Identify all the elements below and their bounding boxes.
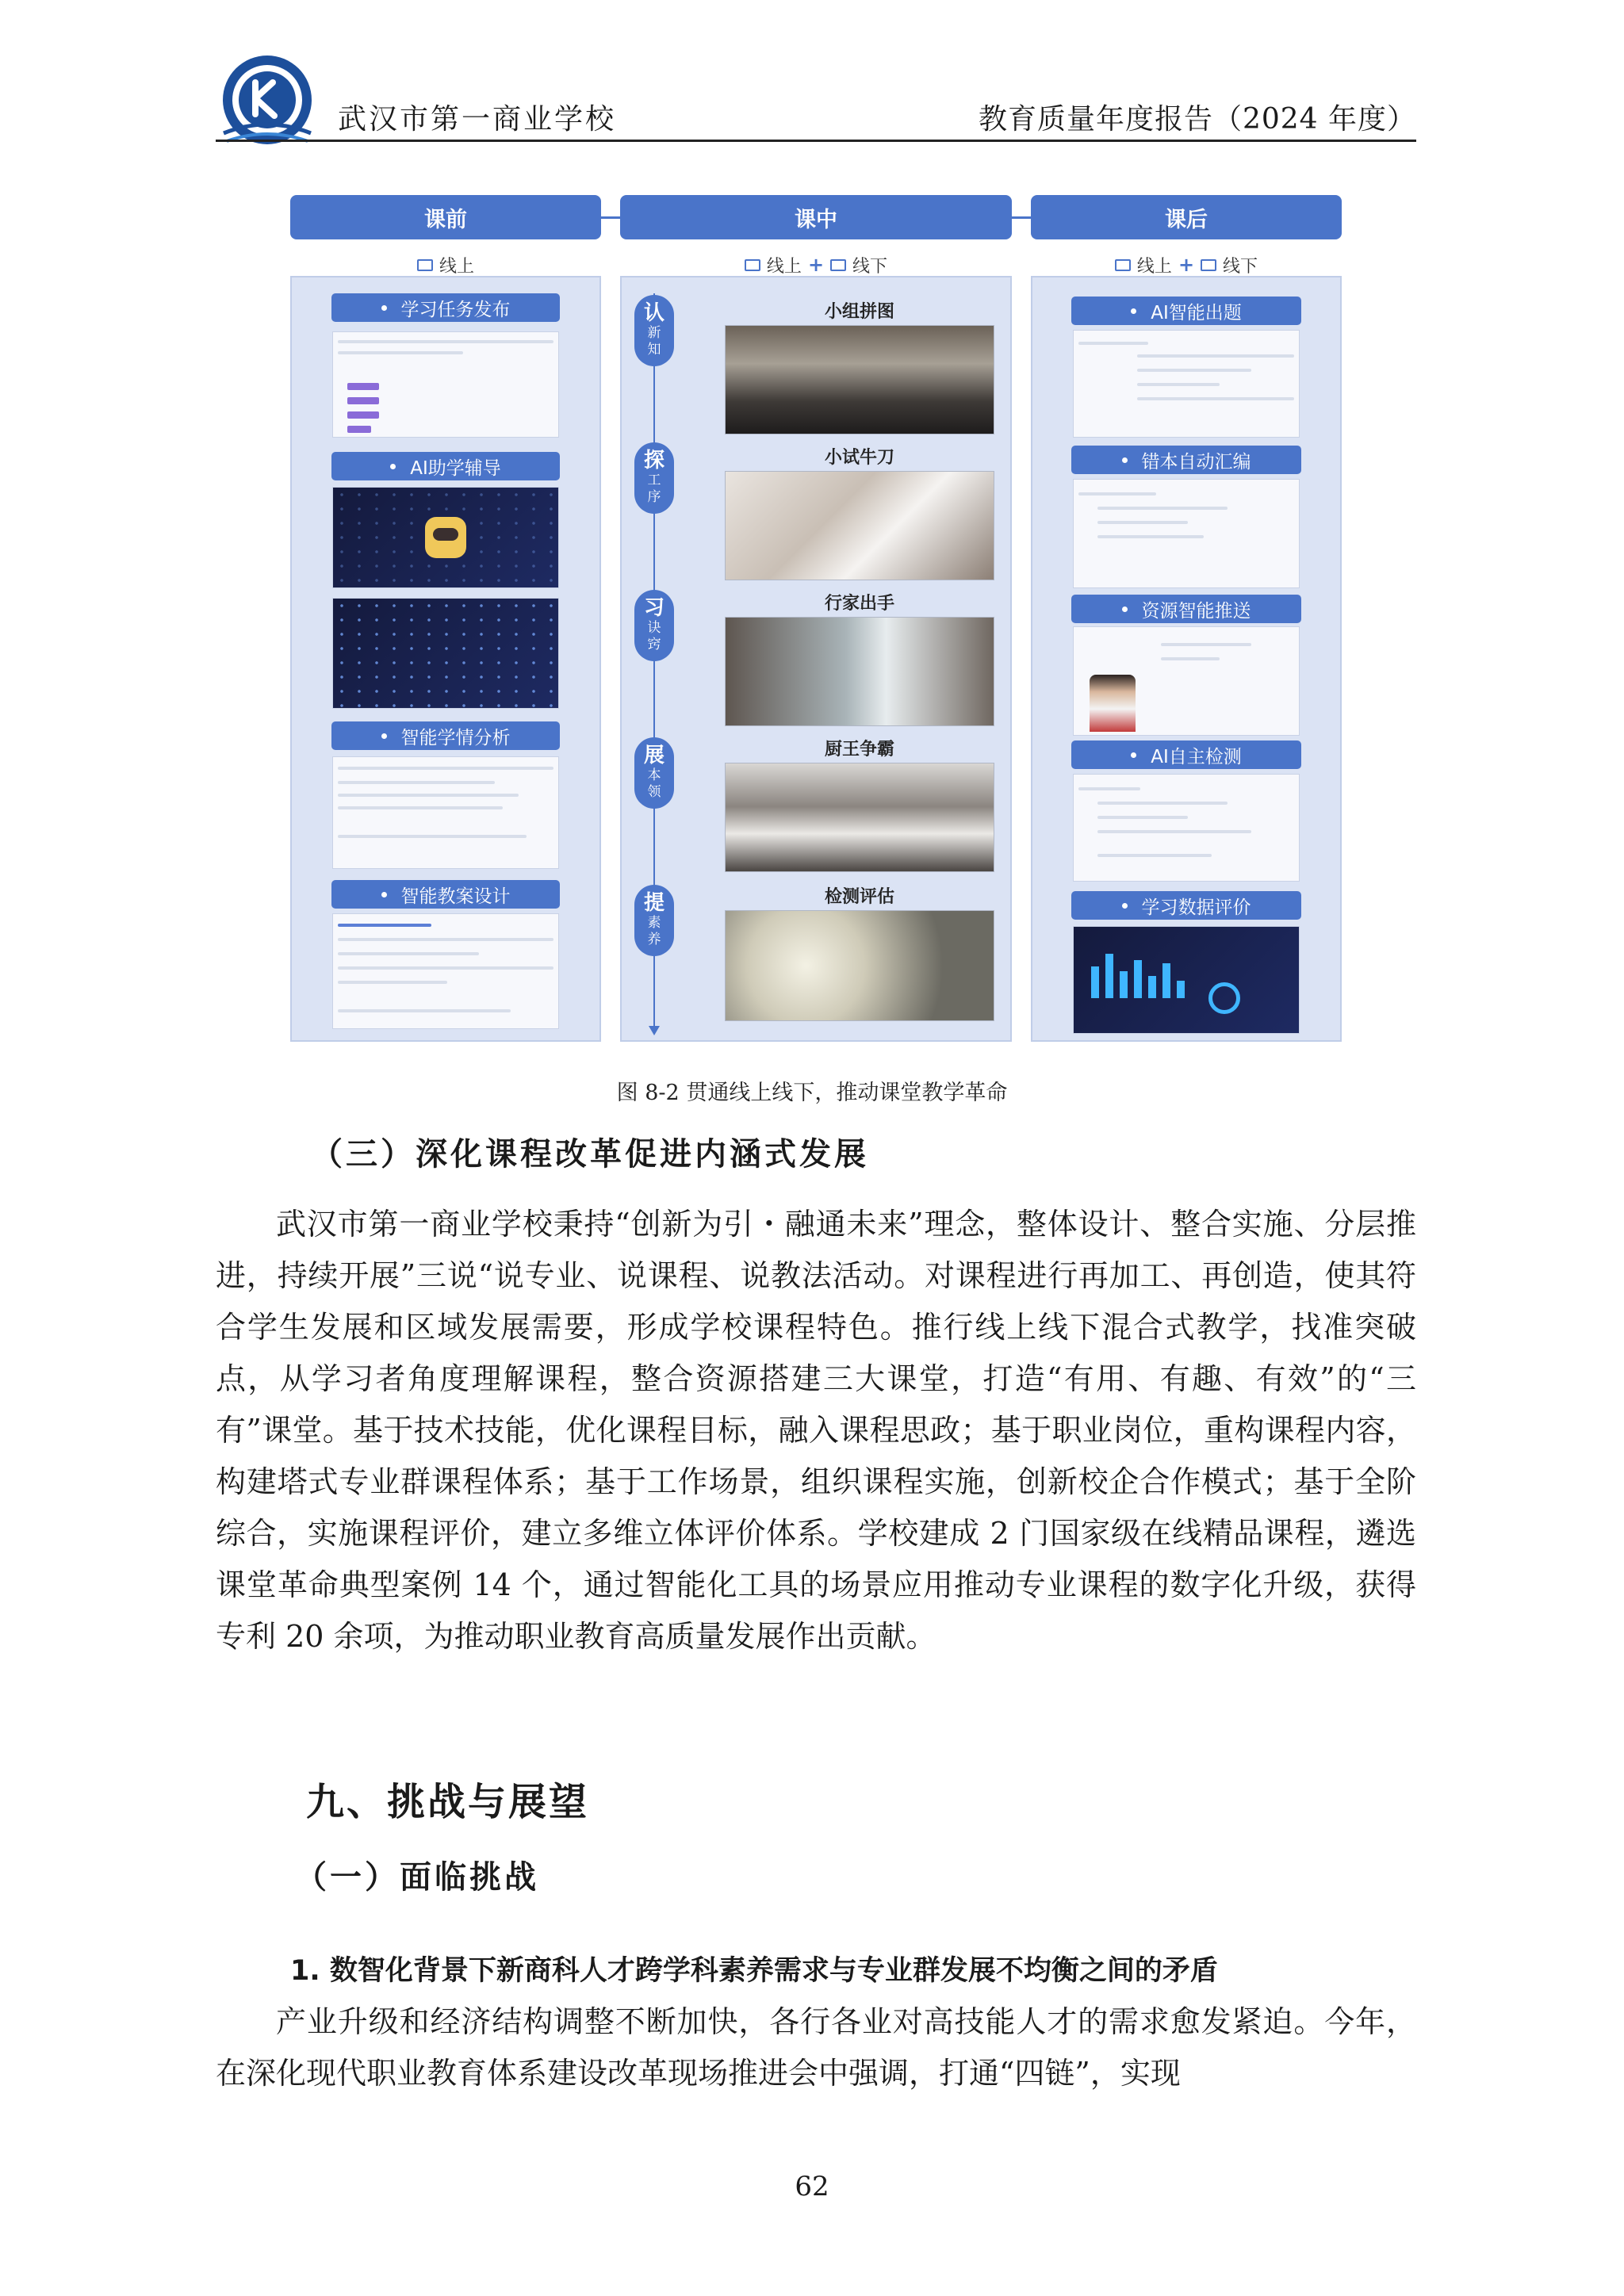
school-emblem-icon <box>216 51 319 154</box>
header-divider <box>216 140 1416 142</box>
page-number: 62 <box>795 2171 829 2202</box>
error-book-screenshot <box>1073 479 1300 588</box>
activity-title: 行家出手 <box>824 594 894 614</box>
column-header-before-class: 课前 <box>290 195 601 239</box>
self-test-screenshot <box>1073 774 1300 882</box>
app-screenshot <box>332 331 559 438</box>
knowledge-graph-screenshot <box>332 598 559 709</box>
teaching-flow-figure <box>290 195 1342 1043</box>
chapter-heading: 九、挑战与展望 <box>306 1780 590 1824</box>
arrow-down-icon <box>649 1026 660 1035</box>
mode-during <box>620 251 1012 279</box>
step-badge: 提 素 养 <box>634 885 674 956</box>
classroom-photo <box>725 763 994 872</box>
activity-title: 厨王争霸 <box>824 740 894 760</box>
monitor-icon <box>745 259 760 271</box>
analysis-screenshot <box>332 756 559 869</box>
mode-offline-label: 线下 <box>1223 256 1258 277</box>
plus-icon: + <box>1178 254 1195 276</box>
mode-online-label: 线上 <box>1136 256 1172 277</box>
item-label: 智能学情分析 <box>331 721 560 750</box>
item-label: 资源智能推送 <box>1071 595 1301 623</box>
classroom-photo <box>725 617 994 726</box>
panel-before-class <box>290 276 601 1042</box>
item-label: 智能教案设计 <box>331 880 560 909</box>
step-badge: 习 诀 窍 <box>634 590 674 661</box>
column-header-after-class: 课后 <box>1031 195 1342 239</box>
section-paragraph <box>216 1199 1416 1663</box>
activity-title: 检测评估 <box>824 887 894 907</box>
item-label: AI智能出题 <box>1071 297 1301 325</box>
classroom-photo <box>725 910 994 1021</box>
paragraph-text: 产业升级和经济结构调整不断加快，各行各业对高技能人才的需求愈发紧迫。今年，在深化现代职业教育体系建设改革现场推进会中强调，打通“四链”，实现 <box>216 2004 1416 2091</box>
resource-push-screenshot <box>1073 626 1300 736</box>
lesson-plan-screenshot <box>332 913 559 1029</box>
panel-in-class <box>620 276 1012 1042</box>
mode-online-label: 线上 <box>439 256 474 277</box>
item-heading: 1. 数智化背景下新商科人才跨学科素养需求与专业群发展不均衡之间的矛盾 <box>290 1955 1218 1987</box>
classroom-icon <box>830 259 846 271</box>
item-label: 学习任务发布 <box>331 293 560 322</box>
step-badge: 认 新 知 <box>634 295 674 366</box>
header-connector <box>601 216 620 219</box>
mode-before <box>290 251 601 279</box>
item-label: 错本自动汇编 <box>1071 446 1301 474</box>
subsection-heading: （一）面临挑战 <box>295 1859 539 1896</box>
step-badge: 展 本 领 <box>634 737 674 809</box>
mode-offline-label: 线下 <box>852 256 888 277</box>
figure-caption: 图 8-2 贯通线上线下，推动课堂教学革命 <box>616 1081 1008 1105</box>
school-name: 武汉市第一商业学校 <box>338 103 617 136</box>
report-title: 教育质量年度报告（2024 年度） <box>978 103 1416 136</box>
mode-online-label: 线上 <box>766 256 802 277</box>
classroom-icon <box>1201 259 1216 271</box>
paragraph-text: 武汉市第一商业学校秉持“创新为引・融通未来”理念，整体设计、整合实施、分层推进，持续开展”三说“说专业、说课程、说教法活动。对课程进行再加工、再创造，使其符合学生发展和区域发展需要，形成学校课程特色。推行线上线下混合式教学，找准突破点，从学习者角度理解课程，整合资源搭建三大课堂，打造“有用、有趣、有效”的“三有”课堂。基于技术技能，优化课程目标，融入课程思政；基于职业岗位，重构课程内容，构建塔式专业群课程体系；基于工作场景，组织课程实施，创新校企合作模式；基于全阶综合，实施课程评价，建立多维立体评价体系。学校建成 2 门国家级在线精品课程，遴选课堂革命典型案例 14 个，通过智能化工具的场景应用推动专业课程的数字化升级，获得专利 20 余项，为推动职业教育高质量发展作出贡献。 <box>216 1207 1416 1654</box>
panel-after-class <box>1031 276 1342 1042</box>
question-gen-screenshot <box>1073 330 1300 438</box>
mode-after <box>1031 251 1342 279</box>
plus-icon: + <box>807 254 825 276</box>
classroom-photo <box>725 325 994 434</box>
item-label: AI助学辅导 <box>331 452 560 480</box>
ai-assistant-screenshot <box>332 487 559 588</box>
activity-title: 小试牛刀 <box>824 448 894 468</box>
item-label: 学习数据评价 <box>1071 891 1301 920</box>
activity-title: 小组拼图 <box>824 302 894 322</box>
section-heading: （三）深化课程改革促进内涵式发展 <box>311 1136 869 1173</box>
data-dashboard-screenshot <box>1073 926 1300 1034</box>
step-badge: 探 工 序 <box>634 442 674 514</box>
monitor-icon <box>1115 259 1131 271</box>
monitor-icon <box>417 259 433 271</box>
column-header-in-class: 课中 <box>620 195 1012 239</box>
classroom-photo <box>725 471 994 580</box>
item-paragraph <box>216 1996 1416 2099</box>
header-connector <box>1012 216 1031 219</box>
item-label: AI自主检测 <box>1071 740 1301 769</box>
